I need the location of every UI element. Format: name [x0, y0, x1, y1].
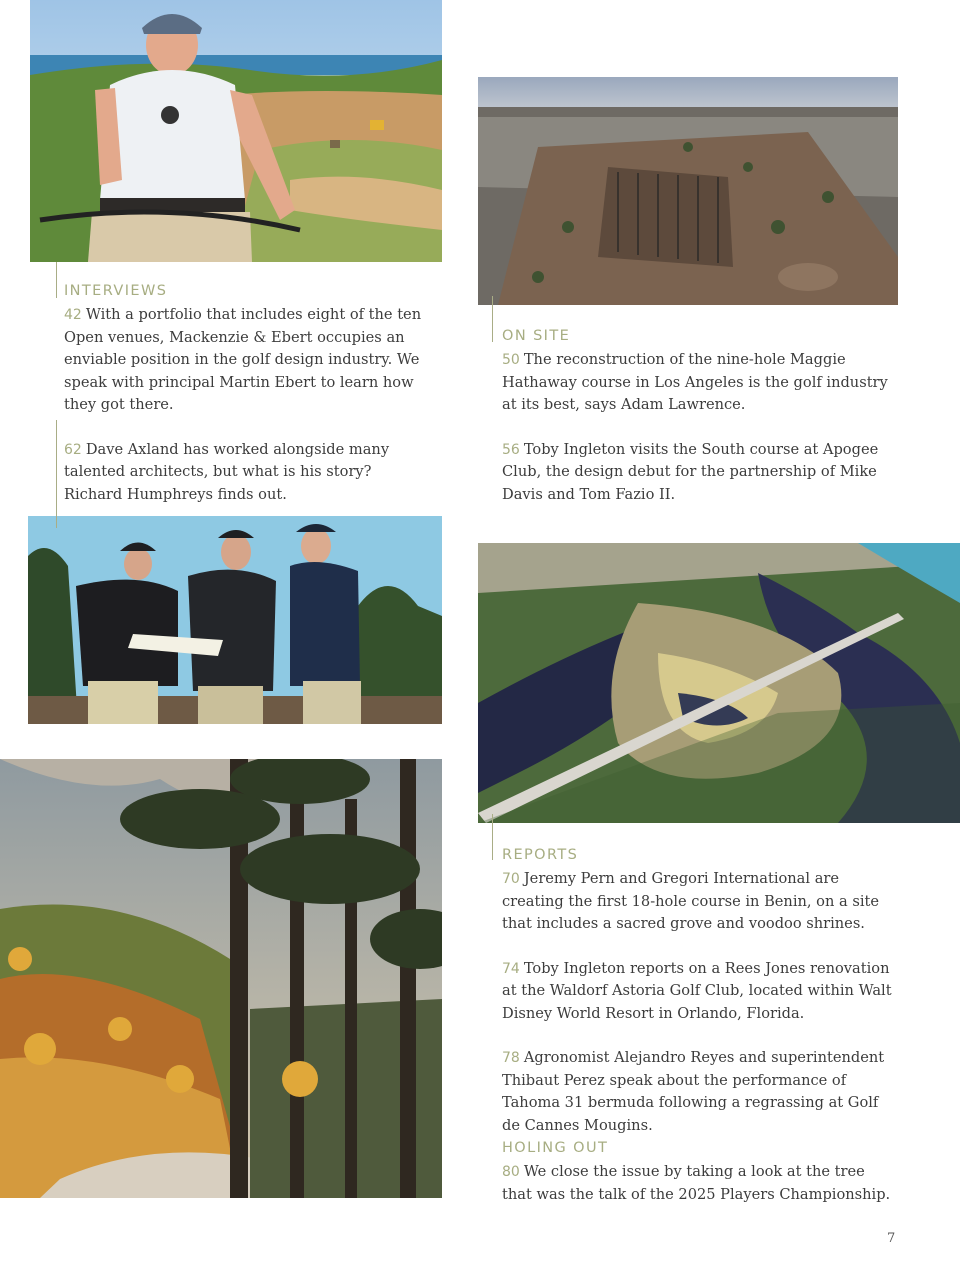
reports-rule: [492, 814, 493, 860]
interviews-rule-2: [56, 420, 57, 528]
photo-aerial-coastal-course: [478, 543, 960, 823]
entry-text: Jeremy Pern and Gregori International are creating the first 18-hole course in Benin, on a site that includes a sacred grove and voodoo shrines.: [502, 870, 880, 932]
on-site-heading: ON SITE: [502, 328, 571, 344]
page-number: 56: [502, 441, 520, 458]
entry-text: With a portfolio that includes eight of the ten Open venues, Mackenzie & Ebert occupies an enviable position in the golf design industry. We speak with principal Martin Ebert to learn how they got there.: [64, 306, 422, 413]
holing-out-entry-1[interactable]: [502, 1161, 897, 1206]
page-number-footer: 7: [887, 1231, 896, 1246]
entry-text: Toby Ingleton reports on a Rees Jones renovation at the Waldorf Astoria Golf Club, located within Walt Disney World Resort in Orlando, Florida.: [502, 959, 892, 1022]
page-number: 78: [502, 1050, 520, 1066]
entry-text: Toby Ingleton visits the South course at Apogee Club, the design debut for the partnership of Mike Davis and Tom Fazio II.: [502, 440, 879, 503]
painting-autumn-trees: [0, 759, 442, 1198]
photo-golfer-with-bicycle-art: [30, 0, 442, 262]
section-on-site: [502, 326, 892, 506]
photo-aerial-construction: [478, 77, 898, 305]
page-number: 70: [502, 871, 520, 887]
photo-three-men-plans-art: [28, 516, 442, 724]
reports-entry-2[interactable]: [502, 958, 897, 1026]
interviews-heading: INTERVIEWS: [64, 283, 168, 299]
page-number: 42: [64, 307, 82, 323]
page-number: 74: [502, 960, 520, 977]
page-number: 50: [502, 352, 520, 368]
reports-heading: REPORTS: [502, 847, 579, 863]
entry-text: The reconstruction of the nine-hole Maggie Hathaway course in Los Angeles is the golf industry at its best, says Adam Lawrence.: [502, 351, 888, 413]
holing-out-heading: HOLING OUT: [502, 1140, 609, 1156]
page-number: 62: [64, 441, 82, 458]
section-reports: [502, 845, 897, 1137]
section-holing-out: [502, 1138, 897, 1206]
entry-text: Agronomist Alejandro Reyes and superintendent Thibaut Perez speak about the performance of Tahoma 31 bermuda following a regrassing at Golf de Cannes Mougins.: [502, 1049, 885, 1134]
on-site-entry-2[interactable]: [502, 439, 892, 507]
photo-aerial-construction-art: [478, 77, 898, 305]
on-site-rule: [492, 296, 493, 342]
section-interviews: [64, 281, 424, 506]
photo-golfer-with-bicycle: [30, 0, 442, 262]
photo-aerial-coastal-course-art: [478, 543, 960, 823]
reports-entry-3[interactable]: [502, 1047, 897, 1137]
interviews-rule: [56, 262, 57, 298]
photo-three-men-plans: [28, 516, 442, 724]
interviews-entry-1[interactable]: [64, 304, 424, 417]
on-site-entry-1[interactable]: [502, 349, 892, 417]
entry-text: We close the issue by taking a look at the tree that was the talk of the 2025 Players Championship.: [502, 1163, 891, 1203]
interviews-entry-2[interactable]: [64, 439, 424, 507]
entry-text: Dave Axland has worked alongside many talented architects, but what is his story? Richard Humphreys finds out.: [64, 440, 390, 503]
painting-autumn-trees-art: [0, 759, 442, 1198]
page-number: 80: [502, 1164, 520, 1180]
reports-entry-1[interactable]: [502, 868, 897, 936]
